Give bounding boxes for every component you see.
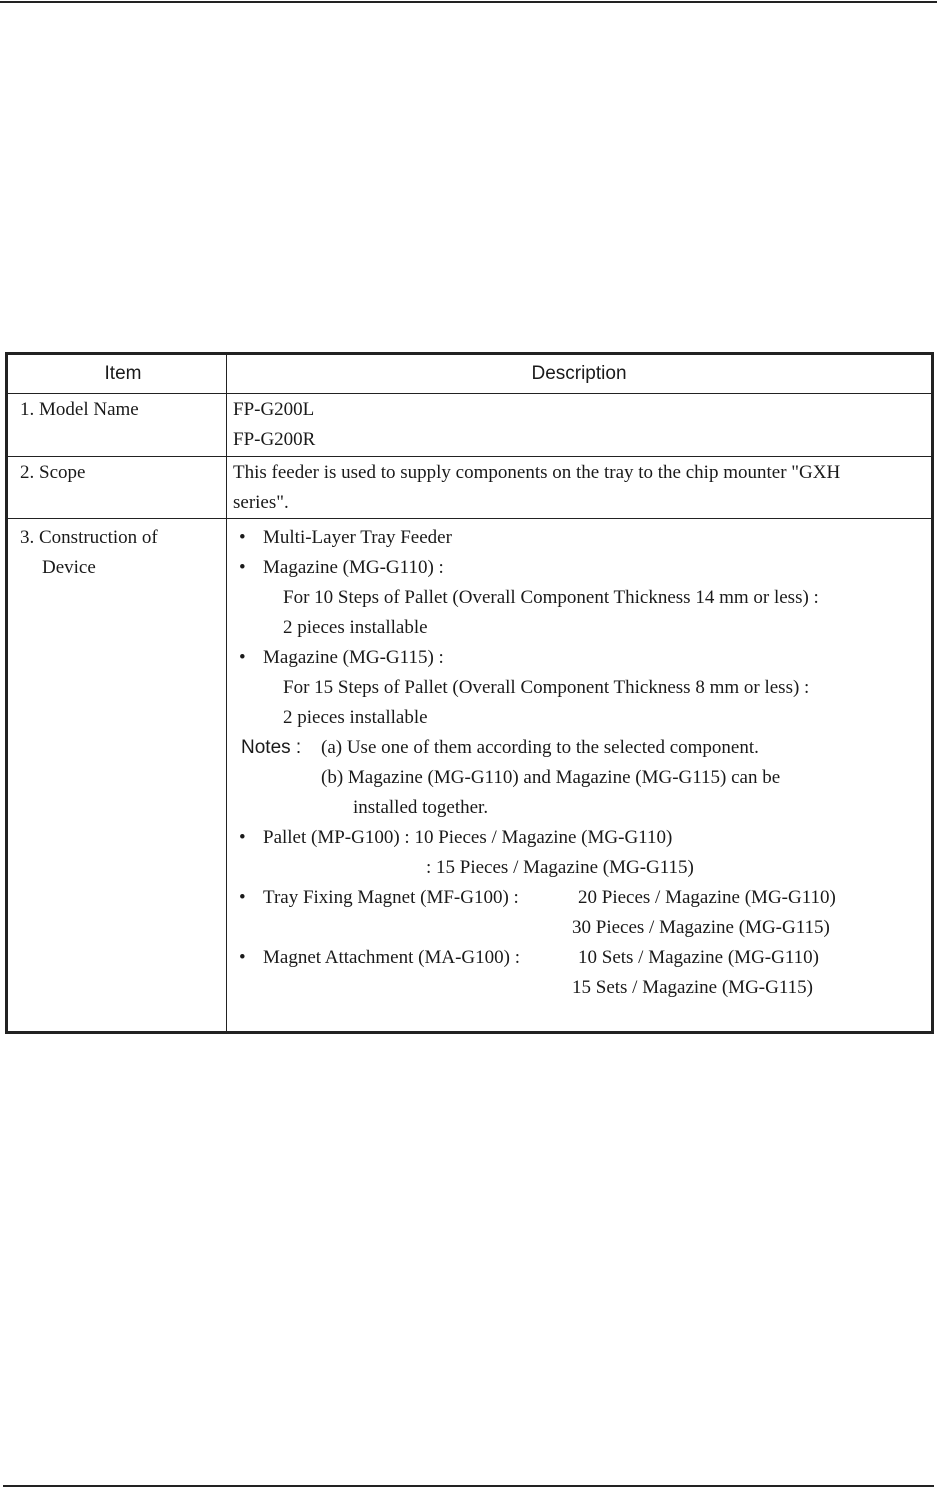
desc-value: 30 Pieces / Magazine (MG-G115) (572, 917, 830, 938)
header-description: Description (227, 354, 933, 394)
specification-table (5, 352, 934, 1034)
bullet-item (233, 943, 931, 973)
table-row (7, 457, 933, 519)
bullet-label: • Tray Fixing Magnet (MF-G100) : (233, 883, 578, 913)
desc-line: FP-G200R (233, 429, 316, 450)
desc-line: For 15 Steps of Pallet (Overall Component Thickness 8 mm or less) : (283, 677, 810, 698)
desc-value: 15 Sets / Magazine (MG-G115) (572, 977, 813, 998)
bullet-item: • Multi-Layer Tray Feeder (233, 523, 931, 553)
desc-value: 10 Sets / Magazine (MG-G110) (578, 947, 819, 968)
item-label: 3. Construction of (20, 527, 158, 548)
bullet-label: • Magnet Attachment (MA-G100) : (233, 943, 578, 973)
desc-line: 2 pieces installable (283, 707, 428, 728)
item-label: Device (42, 557, 96, 578)
bullet-item: • Magazine (MG-G115) : (233, 643, 931, 673)
desc-line: FP-G200L (233, 399, 315, 420)
note-b-cont: installed together. (353, 797, 489, 818)
notes-label: Notes : (241, 737, 302, 758)
bullet-item (233, 883, 931, 913)
desc-line: For 10 Steps of Pallet (Overall Component Thickness 14 mm or less) : (283, 587, 819, 608)
table-row (7, 519, 933, 1033)
note-a: (a) Use one of them according to the selected component. (321, 737, 759, 758)
bullet-item: • Pallet (MP-G100) : 10 Pieces / Magazine (MG-G110) (233, 823, 931, 853)
notes-line (233, 733, 931, 763)
top-rule (0, 1, 937, 3)
table-row (7, 394, 933, 457)
desc-line: : 15 Pieces / Magazine (MG-G115) (426, 857, 694, 878)
desc-line: This feeder is used to supply components on the tray to the chip mounter "GXH (233, 462, 841, 483)
item-label: 1. Model Name (20, 399, 139, 420)
note-b: (b) Magazine (MG-G110) and Magazine (MG-G115) can be (321, 767, 781, 788)
header-item: Item (7, 354, 227, 394)
desc-line: series". (233, 492, 289, 513)
bullet-item: • Magazine (MG-G110) : (233, 553, 931, 583)
desc-value: 20 Pieces / Magazine (MG-G110) (578, 887, 836, 908)
desc-line: 2 pieces installable (283, 617, 428, 638)
header-row (7, 354, 933, 394)
item-label: 2. Scope (20, 462, 86, 483)
